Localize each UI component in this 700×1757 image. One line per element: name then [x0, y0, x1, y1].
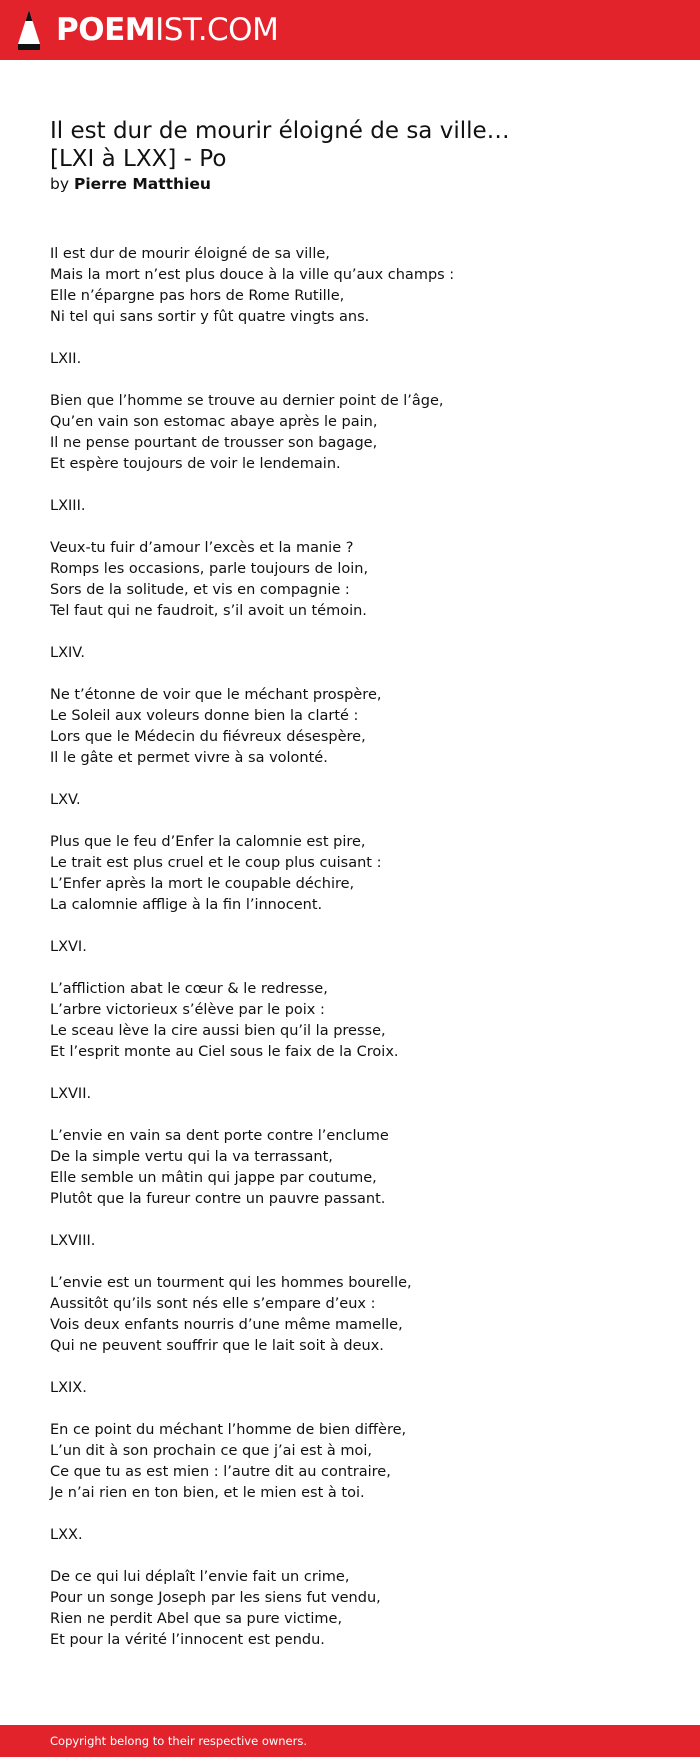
poem-line: LXIII.: [50, 498, 86, 514]
section-number: [50, 496, 650, 517]
poem-line: Qui ne peuvent souffrir que le lait soit à deux.: [50, 1338, 384, 1354]
pencil-icon: [16, 8, 42, 52]
stanza: [50, 1420, 650, 1504]
section-number: [50, 1231, 650, 1252]
poem-line: Mais la mort n’est plus douce à la ville qu’aux champs :: [50, 267, 455, 283]
stanza-gap: [50, 517, 650, 538]
stanza: [50, 538, 650, 622]
stanza-gap: [50, 1105, 650, 1126]
section-number: [50, 937, 650, 958]
poem-line: LXII.: [50, 351, 82, 367]
poem-line: LXIV.: [50, 645, 85, 661]
site-footer: [0, 1725, 700, 1757]
poem-line: Veux-tu fuir d’amour l’excès et la manie ?: [50, 540, 354, 556]
poem-line: Ce que tu as est mien : l’autre dit au contraire,: [50, 1464, 391, 1480]
poem-line: L’envie en vain sa dent porte contre l’enclume: [50, 1128, 389, 1144]
poem-line: Il le gâte et permet vivre à sa volonté.: [50, 750, 328, 766]
poem-line: Vois deux enfants nourris d’une même mamelle,: [50, 1317, 403, 1333]
stanza-gap: [50, 811, 650, 832]
poem-line: Lors que le Médecin du fiévreux désespère,: [50, 729, 366, 745]
stanza-gap: [50, 1357, 650, 1378]
poem-line: En ce point du méchant l’homme de bien diffère,: [50, 1422, 407, 1438]
poem-line: Plus que le feu d’Enfer la calomnie est pire,: [50, 834, 366, 850]
stanza-gap: [50, 1546, 650, 1567]
poem-line: Le Soleil aux voleurs donne bien la clarté :: [50, 708, 359, 724]
poem-line: L’arbre victorieux s’élève par le poix :: [50, 1002, 325, 1018]
stanza-gap: [50, 1399, 650, 1420]
stanza-gap: [50, 1210, 650, 1231]
stanza-gap: [50, 916, 650, 937]
stanza-gap: [50, 328, 650, 349]
stanza: [50, 1126, 650, 1210]
stanza-gap: [50, 1252, 650, 1273]
poem-line: Qu’en vain son estomac abaye après le pain,: [50, 414, 378, 430]
stanza-gap: [50, 370, 650, 391]
poem-line: Et pour la vérité l’innocent est pendu.: [50, 1632, 325, 1648]
poem-line: L’affliction abat le cœur & le redresse,: [50, 981, 328, 997]
section-number: [50, 643, 650, 664]
stanza: [50, 979, 650, 1063]
byline-label: by: [50, 175, 70, 193]
stanza-gap: [50, 664, 650, 685]
poem-line: De la simple vertu qui la va terrassant,: [50, 1149, 333, 1165]
stanza: [50, 244, 650, 328]
poem-line: LXIX.: [50, 1380, 87, 1396]
poem-line: L’un dit à son prochain ce que j’ai est à moi,: [50, 1443, 373, 1459]
poem-line: LXVII.: [50, 1086, 92, 1102]
copyright-text: Copyright belong to their respective owners.: [50, 1734, 308, 1748]
poem-line: Et espère toujours de voir le lendemain.: [50, 456, 341, 472]
stanza: [50, 685, 650, 769]
section-number: [50, 1084, 650, 1105]
poem-line: La calomnie afflige à la fin l’innocent.: [50, 897, 323, 913]
stanza-gap: [50, 622, 650, 643]
byline: [50, 174, 211, 194]
poem-line: LXX.: [50, 1527, 83, 1543]
poem-line: Pour un songe Joseph par les siens fut vendu,: [50, 1590, 381, 1606]
poem-line: L’Enfer après la mort le coupable déchire,: [50, 876, 355, 892]
stanza-gap: [50, 1063, 650, 1084]
poem-line: LXV.: [50, 792, 81, 808]
stanza: [50, 832, 650, 916]
poem-line: Je n’ai rien en ton bien, et le mien est à toi.: [50, 1485, 365, 1501]
poem-line: Le sceau lève la cire aussi bien qu’il la presse,: [50, 1023, 386, 1039]
poem-line: Il ne pense pourtant de trousser son bagage,: [50, 435, 378, 451]
section-number: [50, 349, 650, 370]
logo-text-strong: POEM: [56, 11, 156, 48]
poem-line: Elle semble un mâtin qui jappe par coutume,: [50, 1170, 377, 1186]
poem-title: Il est dur de mourir éloigné de sa ville… [LXI à LXX] - Po: [50, 118, 510, 172]
poem-line: Sors de la solitude, et vis en compagnie :: [50, 582, 350, 598]
poem-line: Il est dur de mourir éloigné de sa ville,: [50, 246, 330, 262]
stanza: [50, 1273, 650, 1357]
poem-line: Et l’esprit monte au Ciel sous le faix de la Croix.: [50, 1044, 399, 1060]
site-header: [0, 0, 700, 60]
stanza-gap: [50, 958, 650, 979]
section-number: [50, 790, 650, 811]
site-logo[interactable]: [16, 8, 278, 52]
poem-line: Tel faut qui ne faudroit, s’il avoit un témoin.: [50, 603, 367, 619]
author-name[interactable]: Pierre Matthieu: [73, 175, 211, 193]
stanza: [50, 1567, 650, 1651]
stanza: [50, 391, 650, 475]
poem-line: Romps les occasions, parle toujours de loin,: [50, 561, 369, 577]
logo-text-light: IST.COM: [155, 11, 279, 48]
poem-line: Bien que l’homme se trouve au dernier point de l’âge,: [50, 393, 444, 409]
section-number: [50, 1378, 650, 1399]
poem-line: Le trait est plus cruel et le coup plus cuisant :: [50, 855, 382, 871]
stanza-gap: [50, 769, 650, 790]
poem-line: L’envie est un tourment qui les hommes bourelle,: [50, 1275, 412, 1291]
poem-line: De ce qui lui déplaît l’envie fait un crime,: [50, 1569, 350, 1585]
poem-line: Aussitôt qu’ils sont nés elle s’empare d’eux :: [50, 1296, 376, 1312]
poem-line: LXVIII.: [50, 1233, 96, 1249]
poem-line: Elle n’épargne pas hors de Rome Rutille,: [50, 288, 345, 304]
stanza-gap: [50, 475, 650, 496]
poem-body: [50, 244, 650, 1651]
logo-text: [56, 11, 279, 48]
poem-line: Rien ne perdit Abel que sa pure victime,: [50, 1611, 343, 1627]
poem-line: Plutôt que la fureur contre un pauvre passant.: [50, 1191, 386, 1207]
poem-line: Ne t’étonne de voir que le méchant prospère,: [50, 687, 382, 703]
stanza-gap: [50, 1504, 650, 1525]
poem-line: LXVI.: [50, 939, 87, 955]
poem-line: Ni tel qui sans sortir y fût quatre vingts ans.: [50, 309, 370, 325]
section-number: [50, 1525, 650, 1546]
